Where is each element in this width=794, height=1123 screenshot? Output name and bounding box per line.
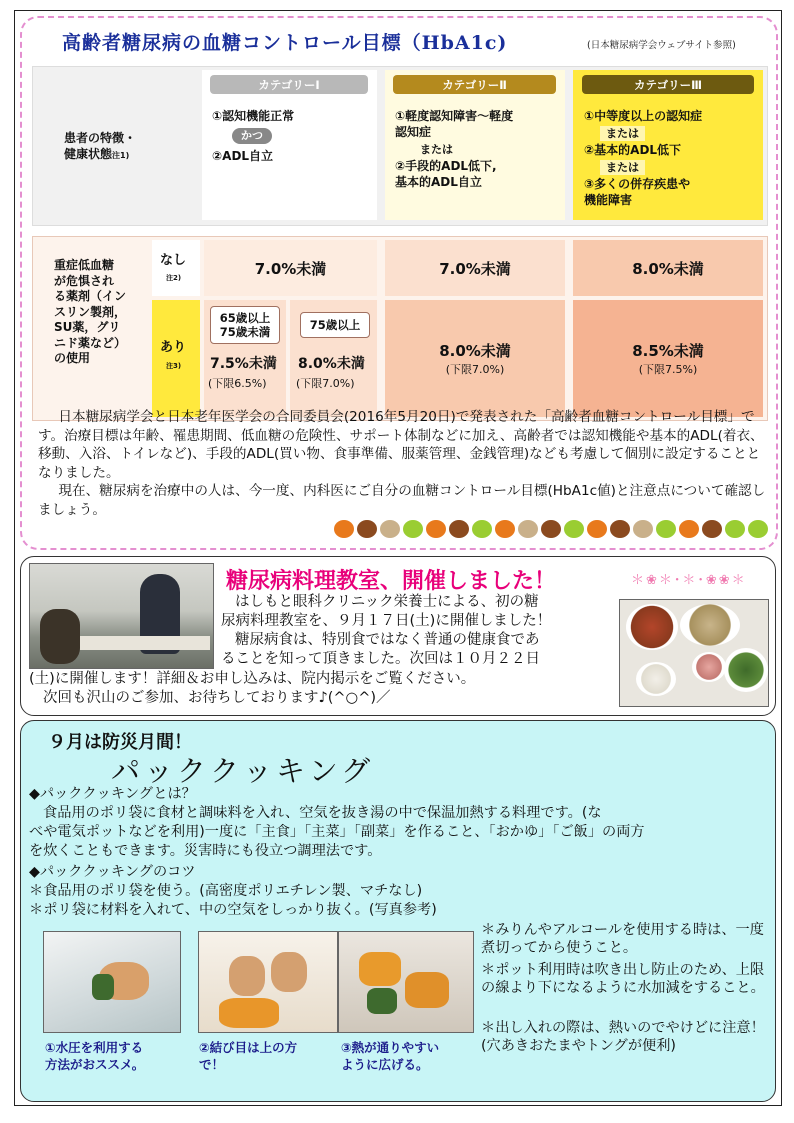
class-line-4: ることを知って頂きました。次回は１０月２２日 [221, 651, 540, 667]
hba1c-source: (日本糖尿病学会ウェブサイト参照) [587, 40, 736, 51]
what-is-line-2: べや電気ポットなどを利用)一度に「主食」「主菜」「副菜」を作ること、「おかゆ」「ご飯」の両方 [29, 824, 645, 840]
fruit-icon [748, 520, 768, 538]
none-cat1-value: 7.0%未満 [204, 240, 377, 296]
what-is-line-3: を炊くこともできます。災害時にも役立つ調理法です。 [29, 843, 382, 859]
yes-cat1a-age: 65歳以上 75歳未満 [210, 306, 280, 344]
meal-photo [619, 599, 769, 707]
photo-pumpkin-1 [359, 952, 401, 986]
cat2-or1: または [420, 143, 453, 156]
class-line-6: 次回も沢山のご参加、お待ちしております♪(^○^)／ [43, 690, 391, 706]
side-tip-2: ＊ポット利用時は吹き出し防止のため、上限の線より下になるように水加減をすること。 [481, 962, 765, 996]
photo-pumpkin-skin [367, 988, 397, 1014]
fruit-icon [633, 520, 653, 538]
tip-1: ＊食品用のポリ袋を使う。(高密度ポリエチレン製、マチなし) [29, 883, 423, 899]
yes-cat2-value: 8.0%未満 (下限7.0%) [385, 300, 565, 417]
fruit-icon [449, 520, 469, 538]
fruit-icon [656, 520, 676, 538]
fruit-icon [702, 520, 722, 538]
class-title: 糖尿病料理教室、開催しました！ [226, 569, 557, 594]
cat2-text2: ②手段的ADL低下, 基本的ADL自立 [395, 159, 497, 189]
fruit-icon [518, 520, 538, 538]
photo-person-seated [40, 609, 80, 664]
fruit-icon [610, 520, 630, 538]
fruit-icon [541, 520, 561, 538]
class-photo [29, 563, 214, 669]
drug-label: 重症低血糖 が危惧され る薬剤（イン スリン製剤， SU薬，グリ ニド薬など） の使用 [54, 258, 127, 365]
none-note: 注2) [166, 274, 182, 282]
photo-hand-right [271, 952, 307, 992]
step1-photo [43, 931, 181, 1033]
fruit-icon [495, 520, 515, 538]
step2-caption: ②結び目は上の方 で！ [199, 1040, 298, 1072]
photo-hand-left [229, 956, 265, 996]
cat1-text1: ①認知機能正常 [212, 109, 295, 123]
hba1c-paragraph-2: 現在、糖尿病を治療中の人は、今一度、内科医にご自分の血糖コントロール目標(HbA1c値)と注意点について確認しましょう。 [38, 483, 766, 518]
cat3-or2: または [600, 160, 645, 175]
meal-rice-bowl [636, 662, 676, 696]
class-line-5: (土)に開催します！詳細＆お申し込みは、院内掲示をご覧ください。 [29, 671, 476, 687]
step1-caption: ①水圧を利用する 方法がおススメ。 [45, 1040, 145, 1072]
step2-photo [198, 931, 338, 1033]
tip-2: ＊ポリ袋に材料を入れて、中の空気をしっかり抜く。(写真参考) [29, 902, 437, 918]
step3-caption: ③熱が通りやすい ように広げる。 [341, 1040, 440, 1072]
side-tip-1: ＊みりんやアルコールを使用する時は、一度煮切ってから使うこと。 [481, 922, 764, 956]
cat3-text2: ②基本的ADL低下 [584, 143, 682, 157]
pack-cooking-section [20, 720, 776, 1102]
fruit-icon [403, 520, 423, 538]
fruit-icon [357, 520, 377, 538]
tips-heading: ◆パッククッキングのコツ [29, 864, 196, 880]
yes-cat1b-age: 75歳以上 [300, 312, 370, 338]
photo-pumpkin [219, 998, 279, 1028]
hba1c-table [32, 66, 768, 421]
fruit-icon [472, 520, 492, 538]
cat3-or1: または [600, 126, 645, 141]
fruit-icon [334, 520, 354, 538]
cat2-text1: ①軽度認知障害～軽度 認知症 [395, 109, 514, 139]
class-line-2: 尿病料理教室を、９月１７日(土)に開催しました！ [221, 613, 552, 629]
cat1-label: カテゴリーⅠ [210, 75, 368, 94]
none-label: なし [160, 253, 187, 268]
cat2-label: カテゴリーⅡ [393, 75, 556, 94]
step3-photo [338, 931, 474, 1033]
yes-cat3-value: 8.5%未満 (下限7.5%) [573, 300, 763, 417]
fruit-icon [725, 520, 745, 538]
meal-soup-bowl [626, 604, 678, 650]
photo-vegetable [92, 974, 114, 1000]
bousai-subtitle: パッククッキング [111, 754, 375, 788]
fruit-icon [564, 520, 584, 538]
none-cat3-value: 8.0%未満 [573, 240, 763, 296]
side-tip-3: ＊出し入れの際は、熱いのでやけどに注意！(穴あきおたまやトングが便利) [481, 1020, 765, 1054]
yes-cat1b-lower: (下限7.0%) [296, 377, 355, 390]
yes-note: 注3) [166, 362, 182, 370]
yes-label: あり [160, 340, 187, 355]
hba1c-section [20, 16, 778, 550]
what-is-heading: ◆パッククッキングとは？ [29, 786, 196, 802]
row-label-features: 患者の特徴・ 健康状態注1) [64, 131, 137, 161]
cat3-label: カテゴリーⅢ [582, 75, 754, 94]
yes-cat1b-value: 8.0%未満 [298, 356, 365, 372]
hba1c-title: 高齢者糖尿病の血糖コントロール目標（HbA1c) [62, 32, 508, 54]
fruit-icon [587, 520, 607, 538]
hba1c-description [38, 408, 768, 519]
photo-pumpkin-2 [405, 972, 449, 1008]
cat1-badge: かつ [232, 128, 272, 144]
photo-table [80, 636, 210, 650]
yes-cat1a-lower: (下限6.5%) [208, 377, 267, 390]
hba1c-paragraph-1: 日本糖尿病学会と日本老年医学会の合同委員会(2016年5月20日)で発表された「高齢者血糖コントロール目標」です。治療目標は年齢、罹患期間、低血糖の危険性、サポート体制などに加え、高齢者では認知機能や基本的ADL(着衣、移動、入浴、トイレなど)、手段的ADL(買い物、食事準備、服薬管理、金銭管理)なども考慮して個別に設定することとなりました。 [38, 409, 764, 481]
meal-side-dish [692, 652, 726, 682]
cat3-text3: ③多くの併存疾患や 機能障害 [584, 177, 691, 207]
yes-cat1a-value: 7.5%未満 [210, 356, 277, 372]
cooking-class-section [20, 556, 776, 716]
what-is-line-1: 食品用のポリ袋に食材と調味料を入れ、空気を抜き湯の中で保温加熱する料理です。(な [43, 805, 602, 821]
meal-salad [724, 648, 768, 692]
bousai-title: ９月は防災月間！ [48, 732, 192, 753]
fruit-icon [380, 520, 400, 538]
fruit-icon [679, 520, 699, 538]
fruit-icon [426, 520, 446, 538]
meal-main-dish [680, 604, 740, 646]
fruit-decoration-row [334, 520, 768, 542]
class-line-1: はしもと眼科クリニック栄養士による、初の糖 [235, 594, 539, 610]
cat3-text1: ①中等度以上の認知症 [584, 109, 703, 123]
none-cat2-value: 7.0%未満 [385, 240, 565, 296]
cat1-text2: ②ADL自立 [212, 149, 274, 163]
class-line-3: 糖尿病食は、特別食ではなく普通の健康食であ [235, 632, 540, 648]
sparkle-decoration: ＊❀＊･＊･❀❀＊ [631, 573, 747, 588]
